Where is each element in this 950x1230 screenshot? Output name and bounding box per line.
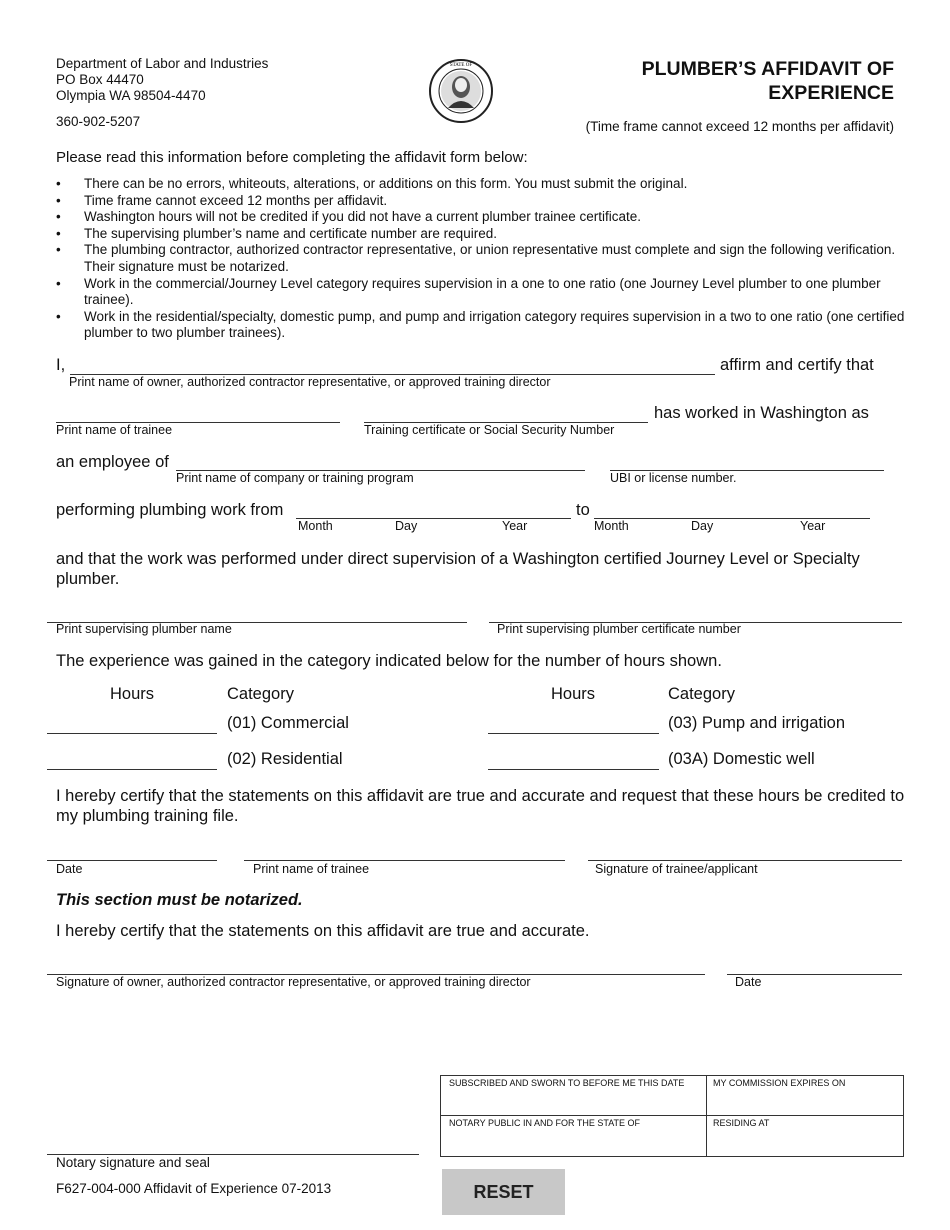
ubi-caption: UBI or license number. <box>610 471 737 485</box>
list-item: • Washington hours will not be credited if you did not have a current plumber trainee certificate. <box>56 209 642 225</box>
form-title-line2: EXPERIENCE <box>768 82 894 104</box>
start-year-caption: Year <box>502 519 528 533</box>
date-input[interactable] <box>47 840 217 861</box>
list-item: • There can be no errors, whiteouts, alterations, or additions on this form. You must submit the original. <box>56 176 688 191</box>
svg-text:STATE OF: STATE OF <box>449 63 473 68</box>
subscribed-label: SUBSCRIBED AND SWORN TO BEFORE ME THIS DATE <box>449 1078 685 1088</box>
cert-number-caption: Training certificate or Social Security Number <box>364 423 615 437</box>
category-commercial: (01) Commercial <box>227 714 349 732</box>
trainee-name-input[interactable] <box>56 402 340 423</box>
date-caption: Date <box>56 862 83 876</box>
time-frame-note: (Time frame cannot exceed 12 months per affidavit) <box>585 119 894 134</box>
affirm-text: affirm and certify that <box>720 356 874 374</box>
commission-label: MY COMMISSION EXPIRES ON <box>713 1078 846 1088</box>
supervisor-name-input[interactable] <box>47 602 467 623</box>
cert-number-input[interactable] <box>364 402 648 423</box>
hours-commercial-input[interactable] <box>47 713 217 734</box>
hours-header-left: Hours <box>110 685 155 703</box>
list-item: • The plumbing contractor, authorized contractor representative, or union representative must complete and sign the following verification. Their signature must be notarized. <box>56 242 896 274</box>
supervisor-name-caption: Print supervising plumber name <box>56 622 232 636</box>
start-month-caption: Month <box>298 519 333 533</box>
certify-text: I hereby certify that the statements on this affidavit are true and accurate and request that these hours be credited to my plumbing training file. <box>56 787 905 825</box>
instructions-list <box>56 176 924 342</box>
performing-text: performing plumbing work from <box>56 501 284 519</box>
has-worked-text: has worked in Washington as <box>654 404 869 422</box>
i-label: I, <box>56 356 66 374</box>
category-header-right: Category <box>668 685 735 703</box>
hours-residential-input[interactable] <box>47 749 217 770</box>
owner-date-input[interactable] <box>727 954 902 975</box>
state-seal-icon <box>426 58 496 124</box>
start-date-input[interactable] <box>296 498 571 519</box>
start-day-caption: Day <box>395 519 418 533</box>
supervisor-cert-input[interactable] <box>489 602 902 623</box>
dept-name: Department of Labor and Industries <box>56 56 269 71</box>
supervision-text: and that the work was performed under direct supervision of a Washington certified Journey Level or Specialty plumber. <box>56 550 860 588</box>
owner-name-input[interactable] <box>70 354 715 375</box>
ubi-number-input[interactable] <box>610 450 884 471</box>
hours-domestic-well-input[interactable] <box>488 749 659 770</box>
city-address: Olympia WA 98504-4470 <box>56 88 206 103</box>
category-domestic-well: (03A) Domestic well <box>668 750 815 768</box>
list-item: • Work in the residential/specialty, domestic pump, and pump and irrigation category requires supervision in a two to one ratio (one certified plumber to two plumber trainees). <box>56 308 905 341</box>
owner-signature-caption: Signature of owner, authorized contractor representative, or approved training director <box>56 975 531 989</box>
list-item: • Work in the commercial/Journey Level category requires supervision in a one to one ratio (one Journey Level plumber to one plumber trainee). <box>56 275 881 308</box>
notary-box <box>440 1075 904 1157</box>
trainee-print-name-caption: Print name of trainee <box>253 862 370 876</box>
experience-text: The experience was gained in the category indicated below for the number of hours shown. <box>56 652 722 670</box>
to-text: to <box>576 501 590 519</box>
end-day-caption: Day <box>691 519 714 533</box>
trainee-print-name-input[interactable] <box>244 840 565 861</box>
employee-of-text: an employee of <box>56 453 169 471</box>
trainee-signature-caption: Signature of trainee/applicant <box>595 862 758 876</box>
company-name-caption: Print name of company or training program <box>176 471 414 485</box>
list-item: • The supervising plumber’s name and certificate number are required. <box>56 225 497 241</box>
supervisor-cert-caption: Print supervising plumber certificate number <box>497 622 741 636</box>
owner-date-caption: Date <box>735 975 762 989</box>
hours-pump-irrigation-input[interactable] <box>488 713 659 734</box>
po-box: PO Box 44470 <box>56 72 144 87</box>
form-title-line1: PLUMBER’S AFFIDAVIT OF <box>641 58 894 80</box>
notary-public-label: NOTARY PUBLIC IN AND FOR THE STATE OF <box>449 1118 641 1128</box>
hours-header-right: Hours <box>551 685 596 703</box>
owner-signature-input[interactable] <box>47 954 705 975</box>
reset-button[interactable]: RESET <box>442 1169 565 1215</box>
notary-signature-caption: Notary signature and seal <box>56 1155 210 1170</box>
phone-number: 360-902-5207 <box>56 114 141 129</box>
intro-text: Please read this information before completing the affidavit form below: <box>56 149 528 166</box>
category-residential: (02) Residential <box>227 750 343 768</box>
company-name-input[interactable] <box>176 450 585 471</box>
category-pump-irrigation: (03) Pump and irrigation <box>668 714 846 732</box>
end-year-caption: Year <box>800 519 826 533</box>
list-item: • Time frame cannot exceed 12 months per affidavit. <box>56 192 388 208</box>
certify-short-text: I hereby certify that the statements on this affidavit are true and accurate. <box>56 922 590 940</box>
end-date-input[interactable] <box>594 498 870 519</box>
end-month-caption: Month <box>594 519 629 533</box>
form-number: F627-004-000 Affidavit of Experience 07-2013 <box>56 1181 332 1196</box>
trainee-signature-input[interactable] <box>588 840 902 861</box>
category-header-left: Category <box>227 685 294 703</box>
owner-name-caption: Print name of owner, authorized contractor representative, or approved training director <box>69 375 551 389</box>
notarized-heading: This section must be notarized. <box>56 891 303 909</box>
residing-label: RESIDING AT <box>713 1118 770 1128</box>
trainee-name-caption: Print name of trainee <box>56 423 173 437</box>
